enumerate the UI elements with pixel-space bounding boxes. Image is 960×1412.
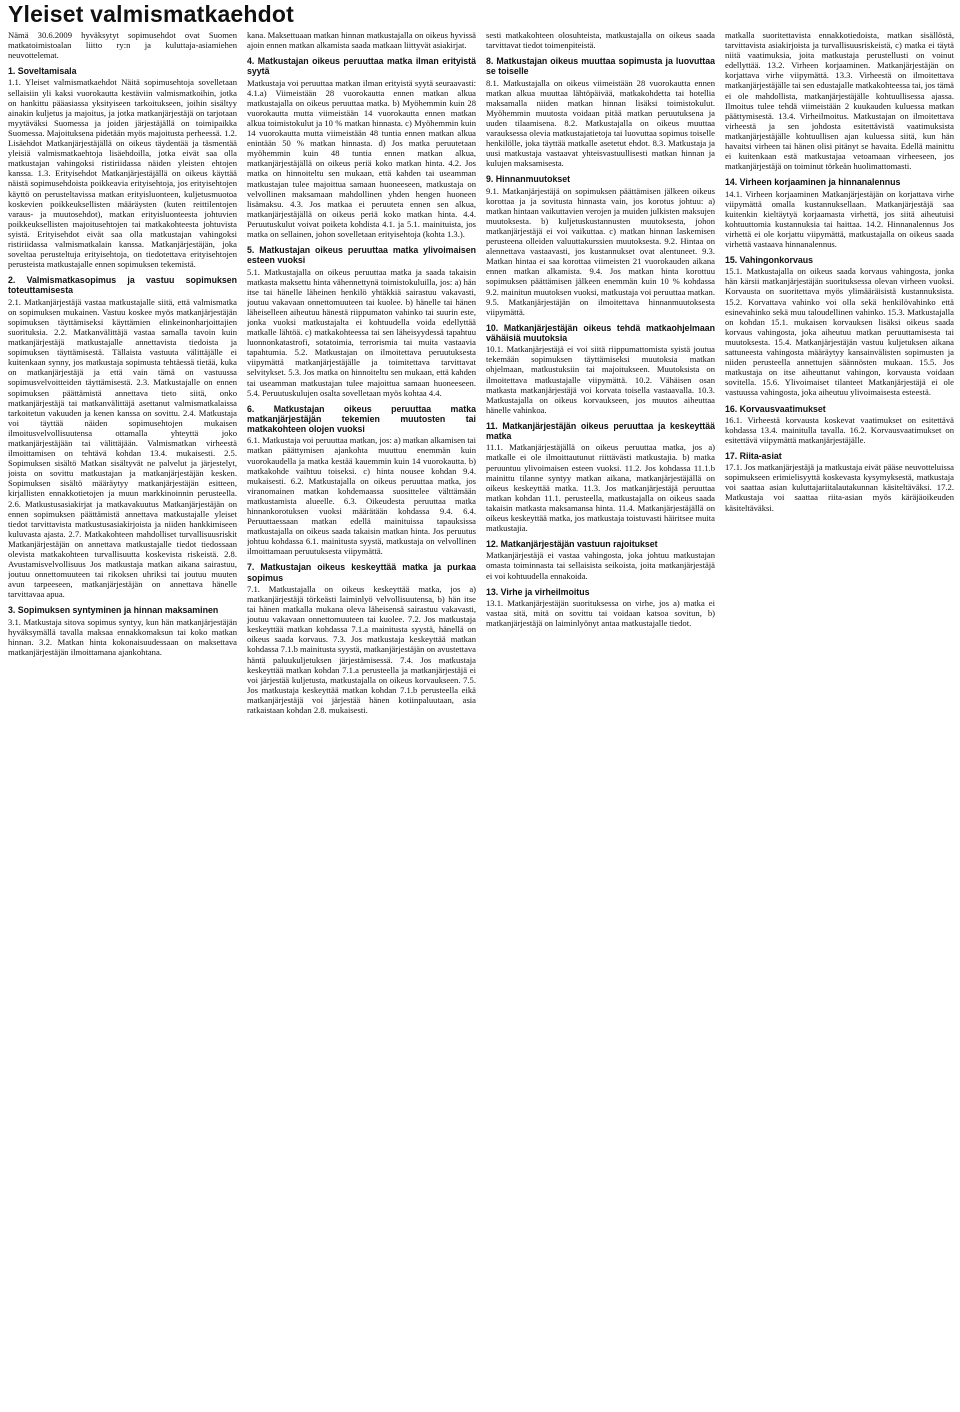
section-heading: 10. Matkanjärjestäjän oikeus tehdä matkaohjelmaan vähäisiä muutoksia [486,322,715,344]
section-heading: 2. Valmismatkasopimus ja vastuu sopimuksen toteuttamisesta [8,275,237,296]
column-2 [247,30,476,1408]
column-4 [725,30,954,1408]
section-body: 5.1. Matkustajalla on oikeus peruuttaa matka ja saada takaisin matkasta maksettu hinta vähennettynä toimistokuluilla, jos: a) hän itse tai hänelle läheinen henkilö yhtäkkiä sairastuu vakavasti, joutuu vakavaan onnettomuuteen tai kuolee. b) hänelle tai hänen läheiselleen aiheutuu hänestä riippumaton vahinko tai suurin este, jonka vuoksi matkustajalta ei kohtuudella voida edellyttää matkalle lähtöä. c) matkakohteessa tai sen läheisyydessä tapahtuu luonnonkatastrofi, sotatoimia, terrorismia tai muita vastaavia tapahtumia. 5.2. Matkustajan on ilmoitettava peruutuksesta viipymättä matkanjärjestäjälle ja toimitettava tarvittavat selvitykset. 5.3. Jos matka on hinnoiteltu sen mukaan, että kahden tai useamman matkustajan tulee majoittua samaan huoneeseen. 5.4. Peruutuskulujen osalta sovelletaan myös kohtaa 4.4. [247,266,476,398]
section-body: sesti matkakohteen olosuhteista, matkustajalla on oikeus saada tarvittavat tiedot toimenpiteistä. [486,30,715,51]
section-body: 11.1. Matkanjärjestäjällä on oikeus peruuttaa matka, jos a) matkalle ei ole ilmoittautunut riittävästi matkustajia. b) matka peruuntuu ylivoimaisen esteen vuoksi. 11.2. Jos kohdassa 11.1.b mainittu tilanne syntyy matkan aikana, matkanjärjestäjällä on oikeus keskeyttää matka. 11.3. Jos matkanjärjestäjä peruuttaa matkan kohdan 11.1. perusteella, matkustajalla on oikeus saada takaisin matkasta maksamansa hinta. 11.4. Matkanjärjestäjällä on oikeus keskeyttää matka, jos matkustaja toistuvasti häiritsee muita matkustajia. [486,442,715,534]
section-heading: 12. Matkanjärjestäjän vastuun rajoitukset [486,539,658,550]
section-body: 9.1. Matkanjärjestäjä on sopimuksen päättämisen jälkeen oikeus korottaa ja ja sovitusta hinnasta vain, jos korotus johtuu: a) matkan hintaan vaikuttavien verojen ja muiden julkisten maksujen muutoksesta. b) kuljetuskustannusten muutoksesta, johon matkanjärjestäjä ei voi vaikuttaa. c) matkan hinnan laskemisen perusteena olleiden valuuttakurssien muutoksesta. 9.2. Hintaa on alennettava vastaavasti, jos kustannukset ovat alentuneet. 9.3. Matkan hintaa ei saa korottaa viimeisten 21 vuorokauden aikana ennen matkan alkamista. 9.4. Jos matkan hinta korottuu sopimuksen päättämisen jälkeen enemmän kuin 10 % kohdassa 9.2. mainitun muutoksen vuoksi, matkustaja voi peruuttaa matkan. 9.5. Matkanjärjestäjän on ilmoitettava hinnanmuutoksesta viipymättä. [486,185,715,317]
section-body: 13.1. Matkanjärjestäjän suorituksessa on virhe, jos a) matka ei vastaa sitä, mitä on sovittu tai voidaan katsoa sovitun, b) matkanjärjestäjä on laiminlyönyt antaa matkustajalle tiedot. [486,597,715,629]
section-heading: 6. Matkustajan oikeus peruuttaa matka matkanjärjestäjän tekemien muutosten tai matkakohteen olojen vuoksi [247,403,476,435]
section-heading: 13. Virhe ja virheilmoitus [486,586,590,597]
section-body: 10.1. Matkanjärjestäjä ei voi siitä riippumattomista syistä joutua tekemään sopimuksen täyttämiseksi muutoksia matkan ohjelmaan, matkustuksiin tai majoitukseen. Muutoksista on ilmoitettava matkustajalle viipymättä. 10.2. Vähäisen osan matkasta matkanjärjestäjä voi korvata toisella vastaavalla. 10.3. Matkustajalla on oikeus korvaukseen, jos muutos aiheuttaa hänelle vahinkoa. [486,344,715,415]
section-body: kana. Maksettuaan matkan hinnan matkustajalla on oikeus hyvissä ajoin ennen matkan alkamista saada matkaan liittyvät asiakirjat. [247,30,476,51]
section-body: 16.1. Virheestä korvausta koskevat vaatimukset on esitettävä kohdassa 13.4. mainitulla tavalla. 16.2. Korvausvaatimukset on esitettävä viipymättä matkanjärjestäjälle. [725,414,954,445]
section-heading: 4. Matkustajan oikeus peruuttaa matka ilman erityistä syytä [247,56,476,77]
section-heading: 9. Hinnanmuutokset [486,174,571,185]
section-heading: 17. Riita-asiat [725,450,782,461]
section-body: 7.1. Matkustajalla on oikeus keskeyttää matka, jos a) matkanjärjestäjä törkeästi laiminlyö velvollisuutensa, b) hän itse tai hänen matkalla mukana oleva läheisensä sairastuu vakavasti, joutuu vakavaan onnettomuuteen tai kuolee. 7.2. Jos matkustaja keskeyttää matkan kohdassa 7.1.a mainitusta syystä, hänellä on oikeus saada korvaus. 7.3. Jos matkustaja keskeyttää matkan kohdassa 7.1.b mainitusta syystä, matkanjärjestäjän on avustettava häntä paluukuljetuksen järjestämisessä. 7.4. Jos matkustaja keskeyttää matkan kohdan 7.1.a perusteella ja matkanjärjestäjä ei voi järjestää kuljetusta, matkustajalla on oikeus korvaukseen. 7.5. Jos matkustaja keskeyttää matkan kohdan 7.1.b perusteella eikä matkanjärjestäjä voi järjestää hänen kotiinpaluutaan, asia ratkaistaan kohdan 2.8. mukaisesti. [247,583,476,715]
intro-text: Nämä 30.6.2009 hyväksytyt sopimusehdot ovat Suomen matkatoimistoalan liitto ry:n ja kuluttaja-asiamiehen neuvottelemat. [8,30,237,61]
section-heading: 8. Matkustajan oikeus muuttaa sopimusta ja luovuttaa se toiselle [486,56,715,77]
section-body: matkalla suoritettavista ennakkotiedoista, matkan sisällöstä, tarvittavista asiakirjoista ja turvallisuusriskeistä, c) matka ei täytä niitä vaatimuksia, joita matkustaja perustellusti on voinut edellyttää. 13.2. Virheen korjaaminen. Matkanjärjestäjän on korjattava virhe viipymättä. 13.3. Virheestä on ilmoitettava matkanjärjestäjälle tai sen edustajalle matkakohteessa tai, jos tämä ei ole mahdollista, matkanjärjestäjälle kohtuullisessa ajassa. Ilmoitus tulee tehdä viimeistään 2 kuukauden kuluessa matkan päättymisestä. 13.4. Virheilmoitus. Matkustajan on ilmoitettava virheestä ja sen johdosta esitettävistä vaatimuksista matkanjärjestäjälle kohtuullisen ajan kuluessa siitä, kun hän havaitsi virheen tai hänen olisi pitänyt se havaita. Edellä mainittu ei kuitenkaan estä matkustajaa vetoamaan virheeseen, jos matkanjärjestäjä on toiminut törkeän huolimattomasti. [725,30,954,172]
section-body: 14.1. Virheen korjaaminen Matkanjärjestäjän on korjattava virhe viipymättä omalla kustannuksellaan. Matkanjärjestäjä saa kuitenkin kieltäytyä korjaamasta virhettä, jos siitä aiheutuisi kohtuuttomia kustannuksia tai haittaa. 14.2. Hinnanalennus Jos virhettä ei ole korjattu viipymättä, matkustajalla on oikeus saada virhettä vastaava hinnanalennus. [725,188,954,249]
column-3 [486,30,715,1408]
section-body: 15.1. Matkustajalla on oikeus saada korvaus vahingosta, jonka hän kärsii matkanjärjestäjän suorituksessa olevan virheen vuoksi. Korvausta on suoritettava myös ylimääräisistä kustannuksista. 15.2. Korvattava vahinko voi olla sekä henkilövahinko että esinevahinko sekä muu taloudellinen vahinko. 15.3. Matkustajalla on kohdan 15.1. mukaisen korvauksen lisäksi oikeus saada korvaus vahingosta, joka aiheutuu matkan peruuttamisesta tai muutoksesta. 15.4. Matkanjärjestäjän vastuu kuljetuksen aikana sattuneesta vahingosta määräytyy kansainvälisten sopimusten ja niiden perusteella annettujen säännösten mukaan. 15.5. Jos matkustaja on itse aiheuttanut vahingon, korvausta voidaan sovitella. 15.6. Ylivoimaiset tilanteet Matkanjärjestäjä ei ole vastuussa vahingosta, joka aiheutuu ylivoimaisesta esteestä. [725,266,954,398]
section-heading: 5. Matkustajan oikeus peruuttaa matka ylivoimaisen esteen vuoksi [247,245,476,266]
section-body: Matkustaja voi peruuttaa matkan ilman erityistä syytä seuraavasti: 4.1.a) Viimeistään 28 vuorokautta ennen matkan alkua matkustajalla on oikeus peruuttaa matka. b) Myöhemmin kuin 28 vuorokautta mutta viimeistään 14 vuorokautta ennen matkan alkua toimistokulut ja 10 % matkan hinnasta. c) Myöhemmin kuin 14 vuorokautta mutta viimeistään 48 tuntia ennen matkan alkua enintään 50 % matkan hinnasta. d) Jos matka peruutetaan myöhemmin kuin 48 tuntia ennen matkan alkua, matkanjärjestäjällä on oikeus periä koko matkan hinta. 4.2. Jos matka on hinnoiteltu sen mukaan, että kahden tai useamman matkustajan tulee majoittua samaan huoneeseen, matkustaja on velvollinen maksamaan mahdollinen yhden hengen huoneen lisämaksu. 4.3. Jos matkaa ei peruuteta ennen sen alkua, matkanjärjestäjällä on oikeus periä koko matkan hinta. 4.4. Peruutuskulut voivat poiketa kohdista 4.1. ja 5.1. mainituista, jos matka on sellainen, johon sovelletaan erityisehtoja (kohta 1.3.). [247,77,476,239]
section-body: 17.1. Jos matkanjärjestäjä ja matkustaja eivät pääse neuvotteluissa sopimukseen erimielisyyttä koskevasta kysymyksestä, matkustaja voi saattaa asian kuluttajariitalautakunnan käsiteltäväksi. 17.2. Matkustaja voi saattaa riita-asian myös käräjäoikeuden käsiteltäväksi. [725,462,954,513]
section-body: 1.1. Yleiset valmismatkaehdot Näitä sopimusehtoja sovelletaan sellaisiin yli kaksi vuorokautta kestäviin valmismatkoihin, jotka on hankittu pääasiassa yksityiseen tarkoitukseen, joihin sisältyy ainakin kuljetus ja majoitus, ja jotka matkanjärjestäjä on tarjotaan myytäväksi Suomessa ja joiden järjestäjällä on toimipaikka Suomessa. Majoituksena pidetään myös majoitusta perheessä. 1.2. Lisäehdot Matkanjärjestäjällä on oikeus täydentää ja täsmentää yleisiä valmismatkaehtoja lisäehdoilla, jotka eivät saa olla matkustajan vahingoksi ristiriidassa näiden yleisten ehtojen kanssa. 1.3. Erityisehdot Matkanjärjestäjällä on oikeus käyttää näistä sopimusehdoista poikkeavia erityisehtoja, jos erityisehtojen käyttö on perusteltavissa matkan erityisluonteen, kuljetusmuotoa koskevien poikkeuksellisten määräysten (kuten reittilentojen varaus- ja muutosehdot), matkan erityisluonteesta johtuvien poikkeuksellisten majoitusehtojen tai matkakohteesta johtuvista syistä. Erityisehdot eivät saa olla matkustajan vahingoksi ristiriidassa valmismatkalain kanssa. Matkanjärjestäjän, joka soveltaa perusteltuja erityisehtoja, on tiedotettava erityisehtojen perusteista matkustajalle ennen sopimuksen tekemistä. [8,77,237,270]
section-heading: 16. Korvausvaatimukset [725,403,826,414]
section-body: Matkanjärjestäjä ei vastaa vahingosta, joka johtuu matkustajan omasta toiminnasta tai sellaisista seikoista, joita matkanjärjestäjä ei voi kohtuudella ennakoida. [486,550,715,581]
section-body: 8.1. Matkustajalla on oikeus viimeistään 28 vuorokautta ennen matkan alkua muuttaa lähtöpäivää, matkakohdetta tai hotellia maksamalla niiden matkan hinnan lisäksi toimistokulut. Myöhemmin muutosta voidaan pitää matkan peruutuksena ja uuden tilaamisena. 8.2. Matkustajalla on oikeus muuttaa varauksessa olevia matkustajatietoja tai luovuttaa sopimus toiselle henkilölle, joka täyttää matkalle asetetut ehdot. 8.3. Matkustaja ja uusi matkustaja vastaavat yhteisvastuullisesti matkan hinnan ja kulujen maksamisesta. [486,77,715,169]
section-heading: 3. Sopimuksen syntyminen ja hinnan maksaminen [8,605,219,616]
column-1 [8,30,237,1408]
section-heading: 14. Virheen korjaaminen ja hinnanalennus [725,177,901,188]
page-title: Yleiset valmismatkaehdot [8,1,295,27]
section-heading: 11. Matkanjärjestäjän oikeus peruuttaa ja keskeyttää matka [486,420,715,442]
section-heading: 1. Soveltamisala [8,66,77,77]
section-heading: 7. Matkustajan oikeus keskeyttää matka ja purkaa sopimus [247,562,476,583]
section-body: 6.1. Matkustaja voi peruuttaa matkan, jos: a) matkan alkamisen tai matkan päättymisen ajankohta muuttuu enemmän kuin vuorokaudella ja matka kestää kauemmin kuin 14 vuorokautta. b) matkakohde vaihtuu toiseksi. c) hinta nousee kohdan 9.4. mukaisesti. 6.2. Matkustajalla on oikeus peruuttaa matka, jos viranomainen matkan kohdemaassa suosittelee välttämään matkustamista alueelle. 6.3. Oikeudesta peruuttaa matka hinnankorotuksen vuoksi määrätään kohdassa 9.4. 6.4. Peruuttaessaan matkan edellä mainituissa tapauksissa matkustajalla on oikeus saada takaisin matkan hinta. Jos peruutus johtuu kohdassa 6.1. mainitusta syystä, matkustaja on velvollinen ilmoittamaan peruutuksesta viipymättä. [247,435,476,557]
section-heading: 15. Vahingonkorvaus [725,255,813,266]
terms-columns [8,30,954,1408]
section-body: 3.1. Matkustaja sitova sopimus syntyy, kun hän matkanjärjestäjän hyväksymällä tavalla maksaa ennakkomaksun tai koko matkan hinnan. 3.2. Matkan hinta kokonaisuudessaan on maksettava matkanjärjestäjän ilmoittamana ajankohtana. [8,616,237,657]
section-body: 2.1. Matkanjärjestäjä vastaa matkustajalle siitä, että valmismatka on sopimuksen mukainen. Vastuu koskee myös matkanjärjestäjän sopimuksen täyttämiseksi käyttämien elinkeinonharjoittajien suorituksia. 2.2. Matkanvälittäjä vastaa samalla tavoin kuin matkanjärjestäjä matkustajalle annettavista tiedoista ja sopimuksen täyttämisestä. Tällaista vastuuta välittäjälle ei kuitenkaan synny, jos matkustaja sopimusta tehtäessä tietää, kuka on matkanjärjestäjä ja että vain tämä on vastuussa sopimusvelvoitteiden täyttämisestä. 2.3. Matkustajalle on ennen sopimuksen päättämistä annettava tieto siitä, onko matkanjärjestäjä tai matkanvälittäjä asettanut valmismatkalaissa tarkoitetun vakuuden ja kenen kanssa on sovittu. 2.4. Matkustaja voi täyttää näiden sopimusehtojen mukaisen ilmoitusvelvollisuutensa ottamalla yhteyttä joko matkanjärjestäjään tai välittäjään. Valmismatkan virheestä ilmoittamisen on tehtävä kohdan 13.4. mukaisesti. 2.5. Sopimuksen sisältö Matkan sisältyvät ne palvelut ja järjestelyt, joista on sovittu matkustajan ja matkanjärjestäjän kesken. Sopimuksen sisältö määräytyy matkanjärjestäjän esitteen, kirjallisten ennakkotietojen ja muun markkinoinnin perusteella. 2.6. Matkustusasiakirjat ja matkavakuutus Matkanjärjestäjän on ennen sopimuksen päättämistä annettava matkustajalle yleiset tiedot tarvittavista matkustusasiakirjoista ja niiden hankkimiseen kuluvasta ajasta. 2.7. Matkakohteen mahdolliset turvallisuusriskit Matkanjärjestäjän on annettava matkustajalle tiedot tiedossaan olevista matkakohteen turvallisuutta koskevista riskeistä. 2.8. Avustamisvelvollisuus Jos matkustaja matkan aikana sairastuu, joutuu onnettomuuteen tai rikoksen uhriksi tai joutuu muuten avun tarpeeseen, matkanjärjestäjän on annettava hänelle tarvittavaa apua. [8,296,237,600]
